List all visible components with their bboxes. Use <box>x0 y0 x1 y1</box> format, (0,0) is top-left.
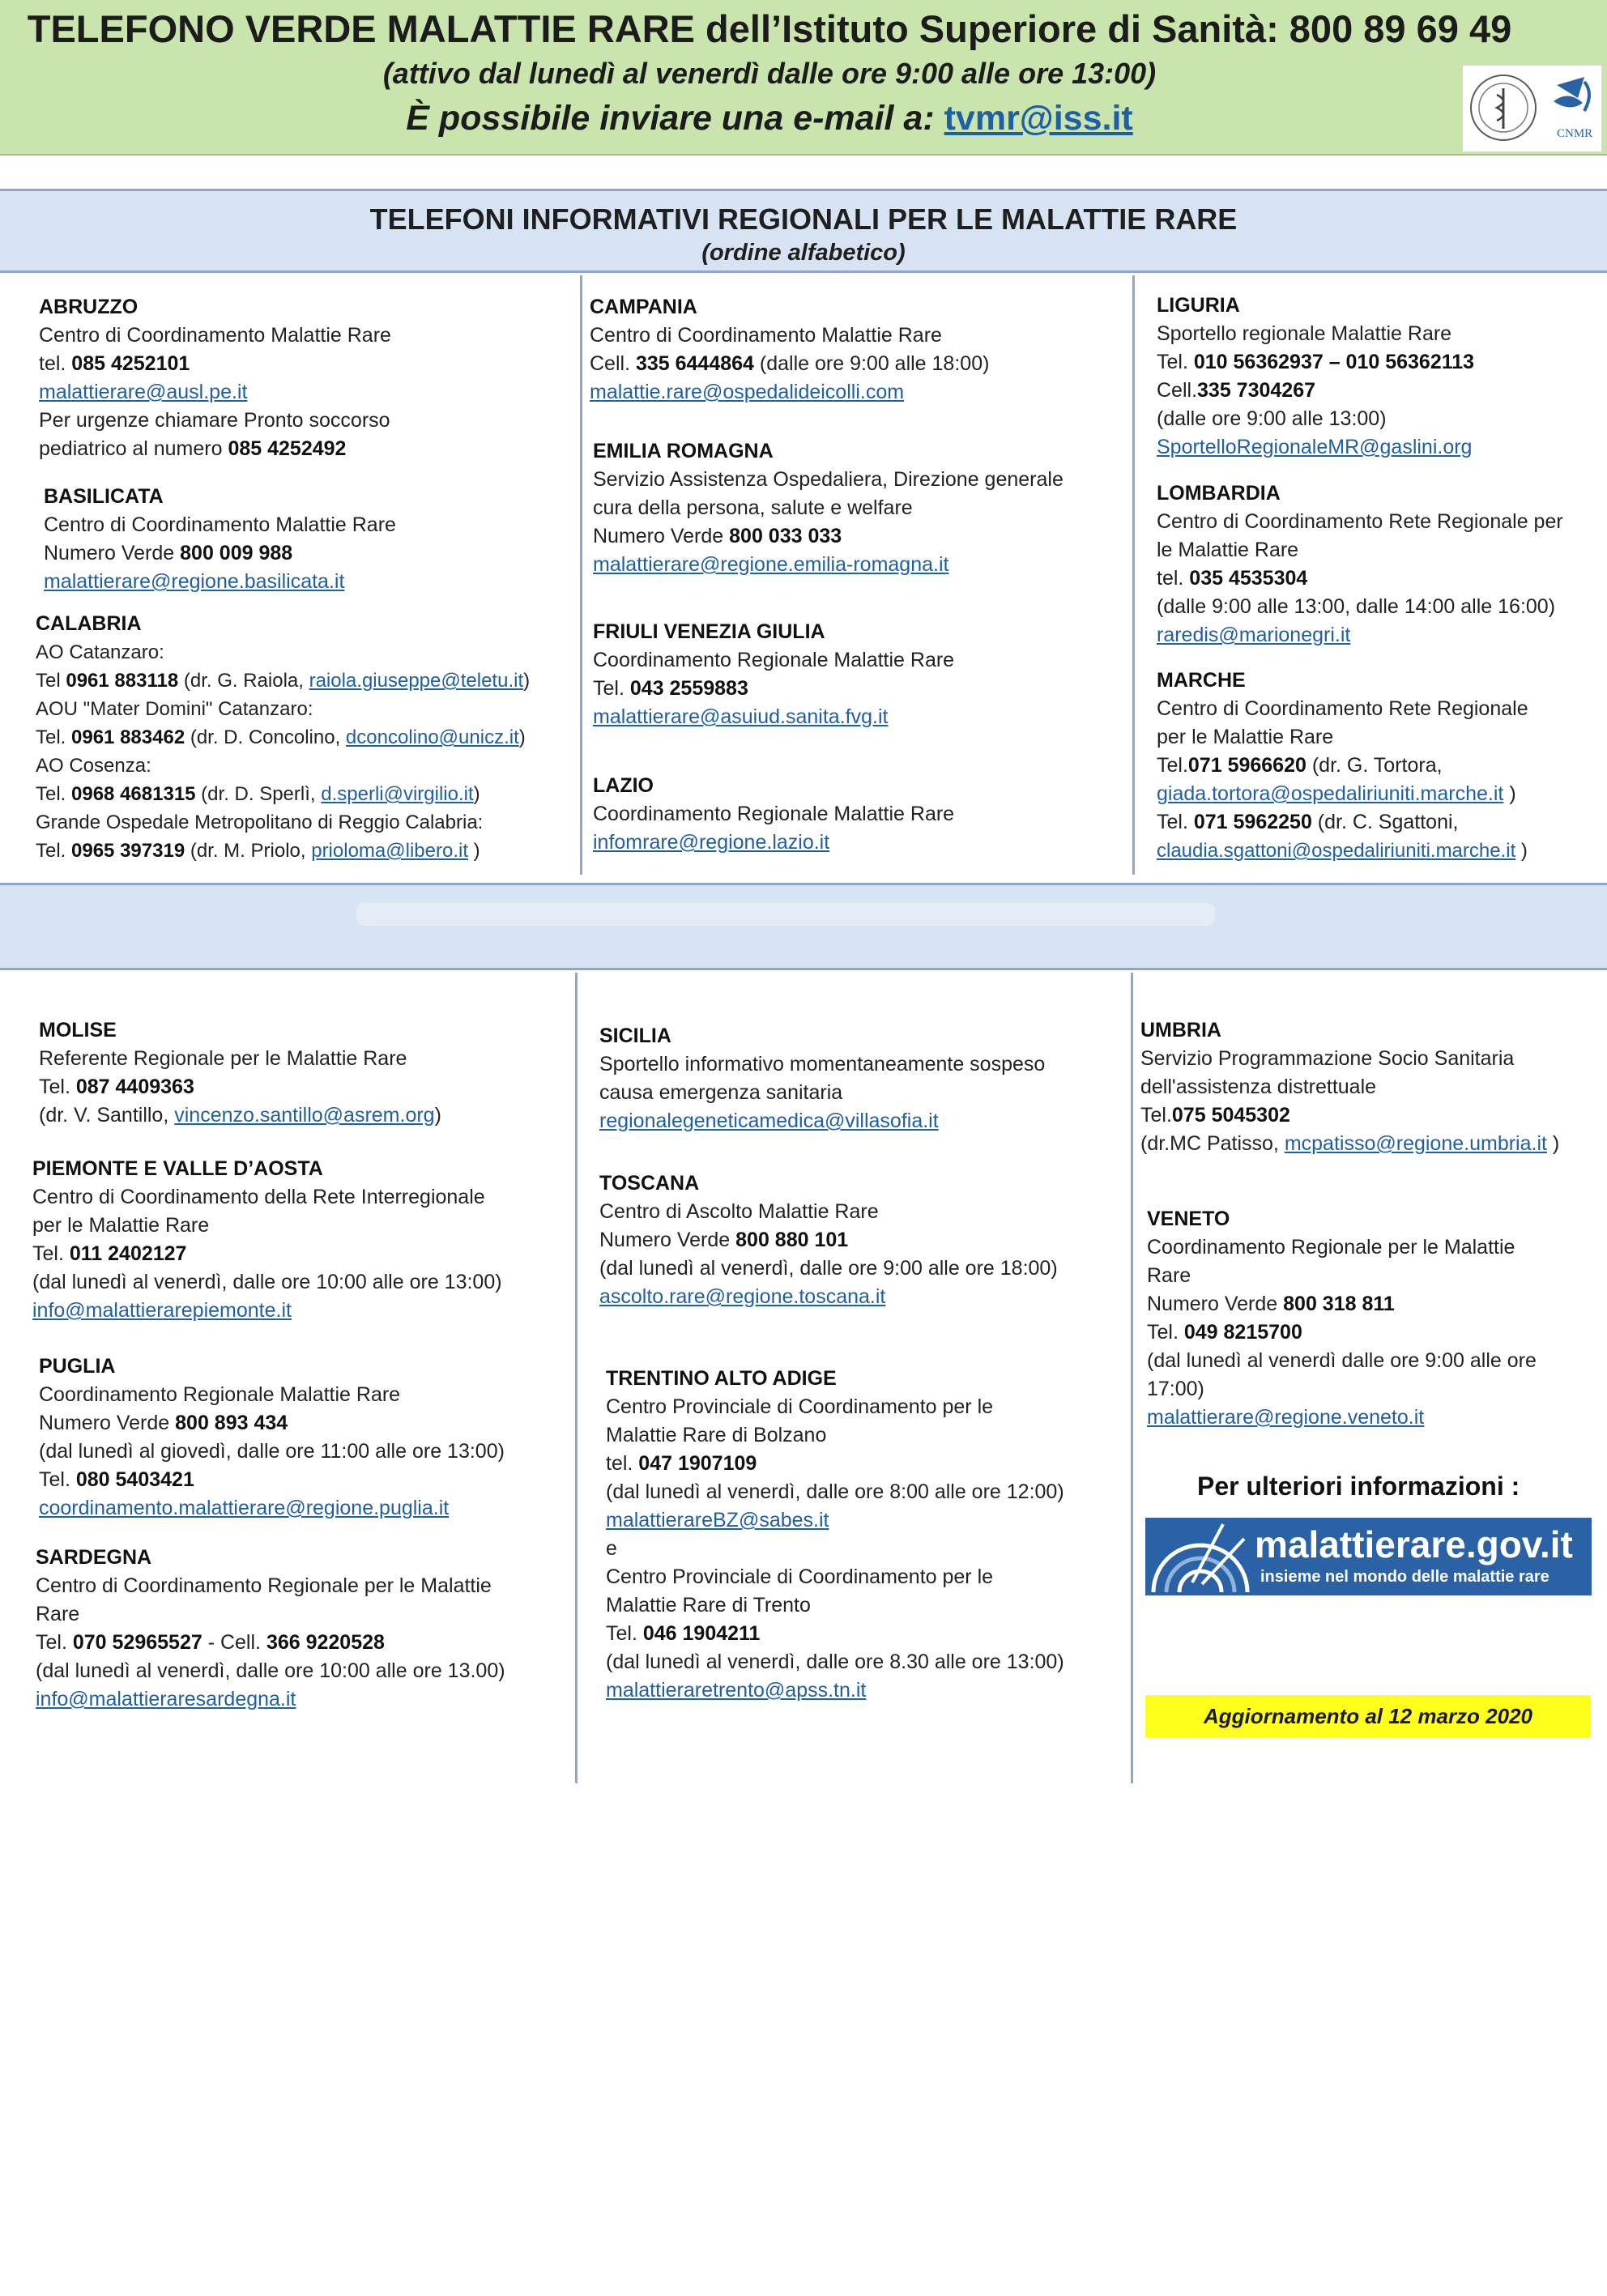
region-email-link[interactable]: dconcolino@unicz.it <box>345 726 519 748</box>
region-office: per le Malattie Rare <box>32 1214 210 1237</box>
section-title-band <box>0 189 1607 273</box>
region-name: CAMPANIA <box>590 296 697 318</box>
region-office: Centro di Coordinamento Regionale per le Malattie <box>36 1574 492 1597</box>
region-name: LOMBARDIA <box>1157 482 1281 505</box>
region-friuli-venezia-giulia <box>593 618 1127 731</box>
region-phone: Tel. 080 5403421 <box>39 1468 194 1491</box>
region-molise: MOLISE Referente Regionale per le Malattie Rare Tel. 087 4409363 (dr. V. Santillo, vincenzo.santillo@asrem.org) <box>39 1016 565 1130</box>
region-office: Centro di Coordinamento Rete Regionale per <box>1157 510 1563 533</box>
region-email-link[interactable]: coordinamento.malattierare@regione.puglia.it <box>39 1497 450 1519</box>
region-office: AO Cosenza: <box>36 755 151 777</box>
region-phone: Tel. 043 2559883 <box>593 677 748 700</box>
region-connector: e <box>606 1537 617 1560</box>
section-subtitle: (ordine alfabetico) <box>701 240 906 266</box>
region-email-link[interactable]: malattieraretrento@apss.tn.it <box>606 1679 867 1702</box>
column-divider <box>1132 275 1135 875</box>
region-email-link[interactable]: regionalegeneticamedica@villasofia.it <box>599 1110 939 1132</box>
region-note: Sportello informativo momentaneamente sospeso <box>599 1053 1046 1076</box>
region-email-link[interactable]: vincenzo.santillo@asrem.org <box>174 1104 435 1127</box>
region-name: SICILIA <box>599 1024 671 1047</box>
region-veneto <box>1147 1205 1601 1432</box>
region-name: UMBRIA <box>1140 1019 1221 1042</box>
section-title: TELEFONI INFORMATIVI REGIONALI PER LE MALATTIE RARE <box>369 202 1238 236</box>
region-office: le Malattie Rare <box>1157 539 1299 561</box>
region-phone: Tel.075 5045302 <box>1140 1104 1290 1127</box>
region-note: causa emergenza sanitaria <box>599 1081 843 1104</box>
region-phone: tel. 047 1907109 <box>606 1452 757 1475</box>
region-phone: Tel. 0968 4681315 (dr. D. Sperlì, d.sperli@virgilio.it) <box>36 783 480 805</box>
update-date-note: Aggiornamento al 12 marzo 2020 <box>1145 1695 1591 1737</box>
region-name: FRIULI VENEZIA GIULIA <box>593 620 825 643</box>
region-email-link[interactable]: d.sperli@virgilio.it <box>321 783 474 805</box>
iss-seal-icon <box>1463 66 1603 153</box>
region-marche: MARCHE Centro di Coordinamento Rete Regionale per le Malattie Rare Tel.071 5966620 (dr. G. Tortora, giada.tortora@ospedaliriuniti.marche.it ) Tel. 071 5962250 (dr. C. Sgattoni, claudia.sgattoni@ospedaliriuniti.marche.it ) <box>1157 667 1602 865</box>
region-email-link[interactable]: malattierare@ausl.pe.it <box>39 381 248 403</box>
region-phone: pediatrico al numero 085 4252492 <box>39 437 347 460</box>
region-hours: (dalle ore 9:00 alle 13:00) <box>1157 407 1387 430</box>
region-office: Coordinamento Regionale Malattie Rare <box>39 1383 401 1406</box>
region-basilicata <box>44 483 570 596</box>
region-office: Sportello regionale Malattie Rare <box>1157 322 1452 345</box>
region-phone: Numero Verde 800 880 101 <box>599 1229 849 1251</box>
region-note: Per urgenze chiamare Pronto soccorso <box>39 409 390 432</box>
region-name: TRENTINO ALTO ADIGE <box>606 1367 837 1390</box>
region-email-link[interactable]: info@malattierarepiemonte.it <box>32 1299 292 1322</box>
region-office: Malattie Rare di Trento <box>606 1594 811 1617</box>
region-hours: 17:00) <box>1147 1378 1204 1400</box>
region-toscana <box>599 1169 1126 1311</box>
region-name: VENETO <box>1147 1208 1230 1230</box>
region-phone: tel. 035 4535304 <box>1157 567 1308 590</box>
region-lazio <box>593 772 1127 857</box>
region-name: LAZIO <box>593 774 654 797</box>
column-divider <box>580 275 582 875</box>
region-liguria <box>1157 292 1602 462</box>
region-email-link[interactable]: mcpatisso@regione.umbria.it <box>1284 1132 1547 1155</box>
gov-logo-title: malattierare.gov.it <box>1255 1523 1573 1565</box>
region-office: Centro di Coordinamento Malattie Rare <box>44 513 396 536</box>
region-name: MARCHE <box>1157 669 1246 692</box>
region-sicilia <box>599 1022 1126 1135</box>
region-email-link[interactable]: giada.tortora@ospedaliriuniti.marche.it <box>1157 782 1504 805</box>
region-office: per le Malattie Rare <box>1157 726 1334 748</box>
region-campania <box>590 293 1124 407</box>
region-office: AO Catanzaro: <box>36 641 164 663</box>
cnmr-logo-text: CNMR <box>1557 127 1593 140</box>
region-hours: (dal lunedì al venerdì, dalle ore 8:00 alle ore 12:00) <box>606 1480 1064 1503</box>
region-name: ABRUZZO <box>39 296 139 318</box>
region-hours: (dalle 9:00 alle 13:00, dalle 14:00 alle 16:00) <box>1157 595 1556 618</box>
region-office: Referente Regionale per le Malattie Rare <box>39 1047 407 1070</box>
hotline-title: TELEFONO VERDE MALATTIE RARE dell’Istituto Superiore di Sanità: 800 89 69 49 <box>27 7 1512 50</box>
band-smudge <box>356 903 1215 926</box>
region-email-link[interactable]: malattie.rare@ospedalideicolli.com <box>590 381 905 403</box>
region-sardegna <box>36 1544 570 1714</box>
region-office: Servizio Programmazione Socio Sanitaria <box>1140 1047 1515 1070</box>
region-email-link[interactable]: malattierare@regione.veneto.it <box>1147 1406 1425 1429</box>
region-office: cura della persona, salute e welfare <box>593 496 913 519</box>
region-email-link[interactable]: info@malattieraresardegna.it <box>36 1688 296 1710</box>
region-hours: (dal lunedì al venerdì, dalle ore 9:00 alle ore 18:00) <box>599 1257 1058 1280</box>
hotline-hours: (attivo dal lunedì al venerdì dalle ore 9:00 alle ore 13:00) <box>382 57 1157 90</box>
gov-logo-subtitle: insieme nel mondo delle malattie rare <box>1260 1568 1549 1586</box>
region-name: EMILIA ROMAGNA <box>593 440 774 462</box>
region-office: Centro di Coordinamento Malattie Rare <box>39 324 391 347</box>
malattierare-gov-logo[interactable] <box>1145 1518 1592 1595</box>
region-name: CALABRIA <box>36 612 142 635</box>
region-phone: Tel. 011 2402127 <box>32 1242 187 1265</box>
region-office: Rare <box>36 1603 80 1625</box>
region-phone: Numero Verde 800 009 988 <box>44 542 293 564</box>
region-office: Centro di Coordinamento Malattie Rare <box>590 324 942 347</box>
region-name: SARDEGNA <box>36 1546 152 1569</box>
region-phone: Tel.071 5966620 (dr. G. Tortora, <box>1157 754 1443 777</box>
region-phone: Tel. 049 8215700 <box>1147 1321 1302 1344</box>
region-phone: Cell.335 7304267 <box>1157 379 1315 402</box>
region-email-link[interactable]: ascolto.rare@regione.toscana.it <box>599 1285 886 1308</box>
region-abruzzo <box>39 293 573 463</box>
region-phone: Numero Verde 800 893 434 <box>39 1412 288 1434</box>
region-phone: Tel. 0961 883462 (dr. D. Concolino, dconcolino@unicz.it) <box>36 726 526 748</box>
region-phone: Tel. 010 56362937 – 010 56362113 <box>1157 351 1475 373</box>
region-email-link[interactable]: malattierare@regione.emilia-romagna.it <box>593 553 949 576</box>
region-hours: (dal lunedì al venerdì dalle ore 9:00 alle ore <box>1147 1349 1537 1372</box>
email-line <box>0 99 1539 138</box>
region-office: Coordinamento Regionale per le Malattie <box>1147 1236 1515 1259</box>
region-phone: Numero Verde 800 318 811 <box>1147 1293 1395 1315</box>
region-phone: tel. 085 4252101 <box>39 352 190 375</box>
region-office: Centro di Coordinamento della Rete Interregionale <box>32 1186 485 1208</box>
region-piemonte <box>32 1155 567 1325</box>
region-lombardia <box>1157 479 1602 650</box>
region-office: Coordinamento Regionale Malattie Rare <box>593 803 955 825</box>
middle-band <box>0 883 1607 970</box>
region-email-link[interactable]: malattierareBZ@sabes.it <box>606 1509 829 1531</box>
region-phone: Tel. 087 4409363 <box>39 1076 194 1098</box>
region-puglia <box>39 1352 565 1523</box>
region-hours: (dal lunedì al venerdì, dalle ore 10:00 alle ore 13:00) <box>32 1271 502 1293</box>
region-name: LIGURIA <box>1157 294 1240 317</box>
region-phone: Cell. 335 6444864 (dalle ore 9:00 alle 18:00) <box>590 352 990 375</box>
region-name: BASILICATA <box>44 485 164 508</box>
region-phone: Tel. 070 52965527 - Cell. 366 9220528 <box>36 1631 385 1654</box>
region-phone: Tel 0961 883118 (dr. G. Raiola, raiola.giuseppe@teletu.it) <box>36 670 531 692</box>
top-banner <box>0 0 1607 155</box>
region-emilia-romagna <box>593 437 1127 579</box>
region-email-link[interactable]: prioloma@libero.it <box>311 840 468 862</box>
region-calabria <box>36 610 578 865</box>
iss-cnmr-logo <box>1462 65 1602 152</box>
region-office: Servizio Assistenza Ospedaliera, Direzione generale <box>593 468 1064 491</box>
region-office: Rare <box>1147 1264 1191 1287</box>
region-office: AOU "Mater Domini" Catanzaro: <box>36 698 313 720</box>
column-divider <box>575 973 578 1783</box>
region-phone: Numero Verde 800 033 033 <box>593 525 842 547</box>
region-trentino <box>606 1365 1124 1705</box>
region-umbria: UMBRIA Servizio Programmazione Socio Sanitaria dell'assistenza distrettuale Tel.075 5045302 (dr.MC Patisso, mcpatisso@regione.umbria.it ) <box>1140 1016 1602 1158</box>
region-email-link[interactable]: malattierare@regione.basilicata.it <box>44 570 345 593</box>
email-link[interactable]: tvmr@iss.it <box>944 99 1133 138</box>
email-prompt: È possibile inviare una e-mail a: <box>406 99 944 138</box>
region-email-link[interactable]: raiola.giuseppe@teletu.it <box>309 670 524 692</box>
region-email-link[interactable]: claudia.sgattoni@ospedaliriuniti.marche.it <box>1157 840 1516 862</box>
region-office: Coordinamento Regionale Malattie Rare <box>593 649 955 671</box>
region-name: MOLISE <box>39 1019 117 1042</box>
region-office: dell'assistenza distrettuale <box>1140 1076 1377 1098</box>
region-name: PUGLIA <box>39 1355 116 1378</box>
region-phone: Tel. 046 1904211 <box>606 1622 761 1645</box>
region-office: Malattie Rare di Bolzano <box>606 1424 827 1446</box>
region-name: PIEMONTE E VALLE D’AOSTA <box>32 1157 323 1180</box>
region-phone: Tel. 0965 397319 (dr. M. Priolo, prioloma@libero.it ) <box>36 840 480 862</box>
column-divider <box>1131 973 1133 1783</box>
region-hours: (dal lunedì al venerdì, dalle ore 10:00 alle ore 13.00) <box>36 1659 505 1682</box>
region-office: Centro di Ascolto Malattie Rare <box>599 1200 879 1223</box>
region-name: TOSCANA <box>599 1172 700 1195</box>
region-office: Centro Provinciale di Coordinamento per le <box>606 1565 994 1588</box>
region-office: Centro di Coordinamento Rete Regionale <box>1157 697 1528 720</box>
region-office: Grande Ospedale Metropolitano di Reggio Calabria: <box>36 811 484 833</box>
region-phone: Tel. 071 5962250 (dr. C. Sgattoni, <box>1157 811 1459 833</box>
region-email-link[interactable]: SportelloRegionaleMR@gaslini.org <box>1157 436 1473 458</box>
region-email-link[interactable]: raredis@marionegri.it <box>1157 624 1351 646</box>
more-info-heading: Per ulteriori informazioni : <box>1197 1472 1520 1501</box>
region-hours: (dal lunedì al giovedì, dalle ore 11:00 alle ore 13:00) <box>39 1440 505 1463</box>
region-hours: (dal lunedì al venerdì, dalle ore 8.30 alle ore 13:00) <box>606 1651 1064 1673</box>
sunrise-icon <box>1145 1518 1251 1595</box>
region-email-link[interactable]: malattierare@asuiud.sanita.fvg.it <box>593 705 889 728</box>
region-email-link[interactable]: infomrare@regione.lazio.it <box>593 831 830 854</box>
region-office: Centro Provinciale di Coordinamento per le <box>606 1395 994 1418</box>
